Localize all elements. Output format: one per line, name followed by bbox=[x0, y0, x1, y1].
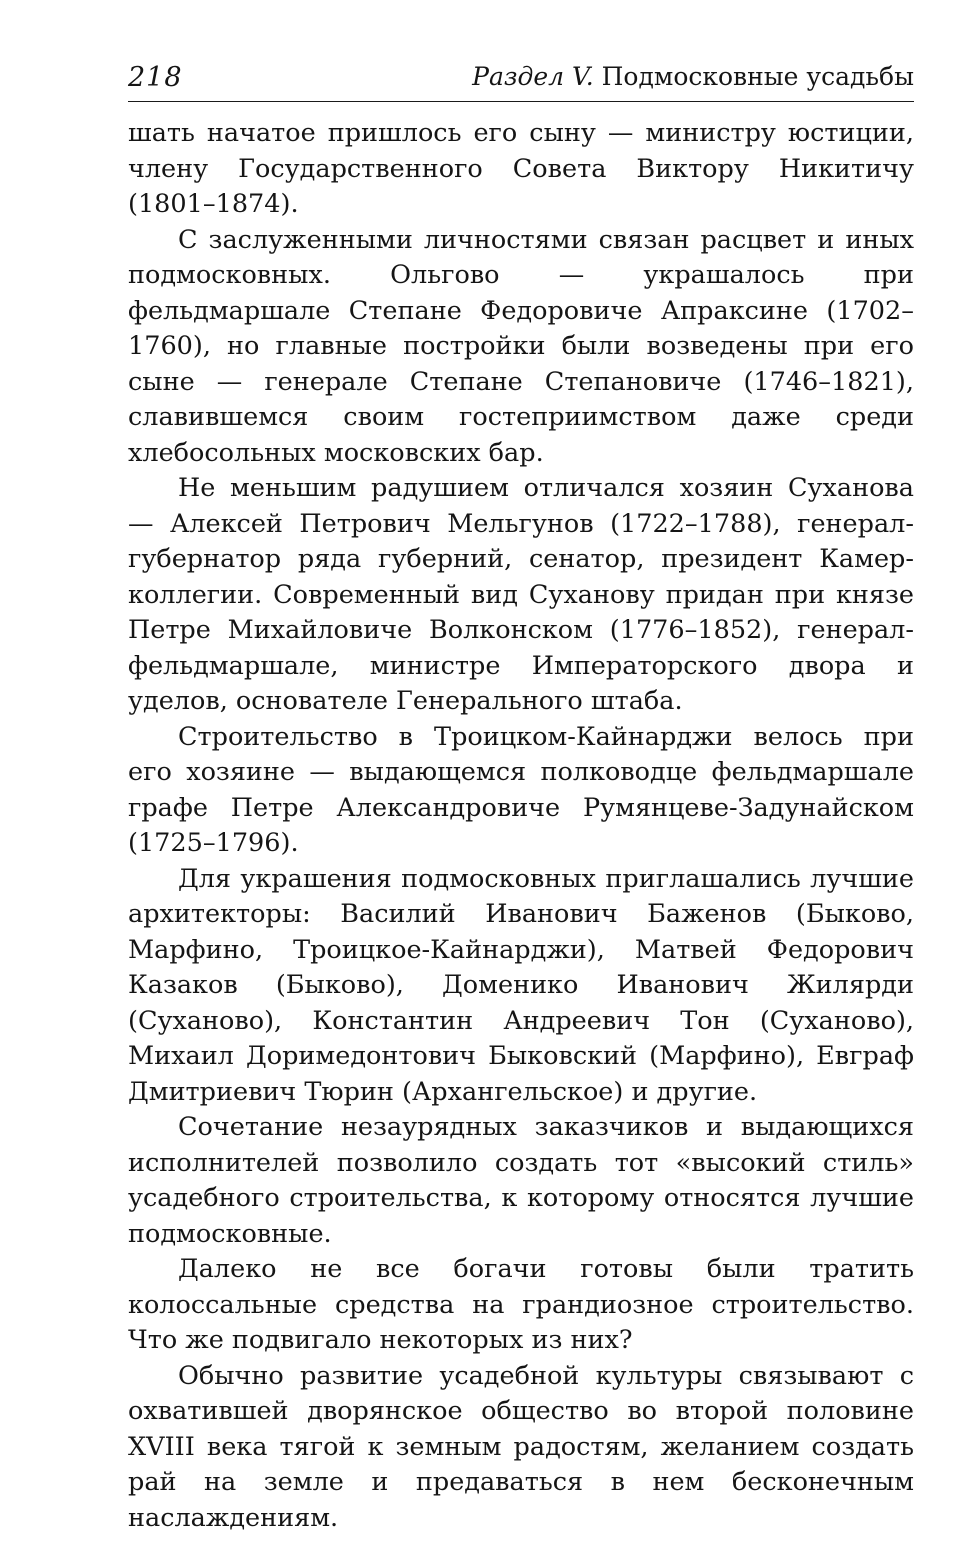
paragraph: С заслуженными личностями связан расцвет и иных подмосковных. Ольгово — украшалось при фельдмаршале Степане Федоровиче Апраксине (1702–1760), но главные постройки были возведены при его сыне — генерале Степане Степановиче (1746–1821), славившемся своим гостеприимством даже среди хлебосольных московских бар. bbox=[128, 224, 914, 468]
paragraph: Для украшения подмосковных приглашались лучшие архитекторы: Василий Иванович Баженов (Быково, Марфино, Троицкое-Кайнарджи), Матвей Федорович Казаков (Быково), Доменико Иванович Жилярди (Суханово), Константин Андреевич Тон (Суханово), Михаил Доримедонтович Быковский (Марфино), Евграф Дмитриевич Тюрин (Архангельское) и другие. bbox=[128, 863, 914, 1107]
page-number: 218 bbox=[128, 62, 183, 93]
section-label: Раздел V. bbox=[472, 62, 594, 91]
paragraph: Не меньшим радушием отличался хозяин Суханова — Алексей Петрович Мельгунов (1722–1788), генерал-губернатор ряда губерний, сенатор, президент Камер-коллегии. Современный вид Суханову придан при князе Петре Михайловиче Волконском (1776–1852), генерал-фельдмаршале, министре Императорского двора и уделов, основателе Генерального штаба. bbox=[128, 473, 914, 716]
section-title: Подмосковные усадьбы bbox=[601, 62, 914, 91]
body-text bbox=[128, 116, 914, 1536]
running-header bbox=[128, 62, 914, 102]
paragraph-continued: шать начатое пришлось его сыну — министру юстиции, члену Государственного Совета Виктору Никитичу (1801–1874). bbox=[128, 118, 914, 219]
paragraph: Строительство в Троицком-Кайнарджи велось при его хозяине — выдающемся полководце фельдмаршале графе Петре Александровиче Румянцеве-Задунайском (1725–1796). bbox=[128, 721, 914, 858]
paragraph: Далеко не все богачи готовы были тратить колоссальные средства на грандиозное строительство. Что же подвигало некоторых из них? bbox=[128, 1254, 914, 1355]
section-heading bbox=[472, 62, 914, 91]
paragraph: Сочетание незаурядных заказчиков и выдающихся исполнителей позволило создать тот «высокий стиль» усадебного строительства, к которому относятся лучшие подмосковные. bbox=[128, 1112, 914, 1249]
paragraph: Обычно развитие усадебной культуры связывают с охватившей дворянское общество во второй половине XVIII века тягой к земным радостям, желанием создать рай на земле и предаваться в нем бесконечным наслаждениям. bbox=[128, 1360, 914, 1533]
